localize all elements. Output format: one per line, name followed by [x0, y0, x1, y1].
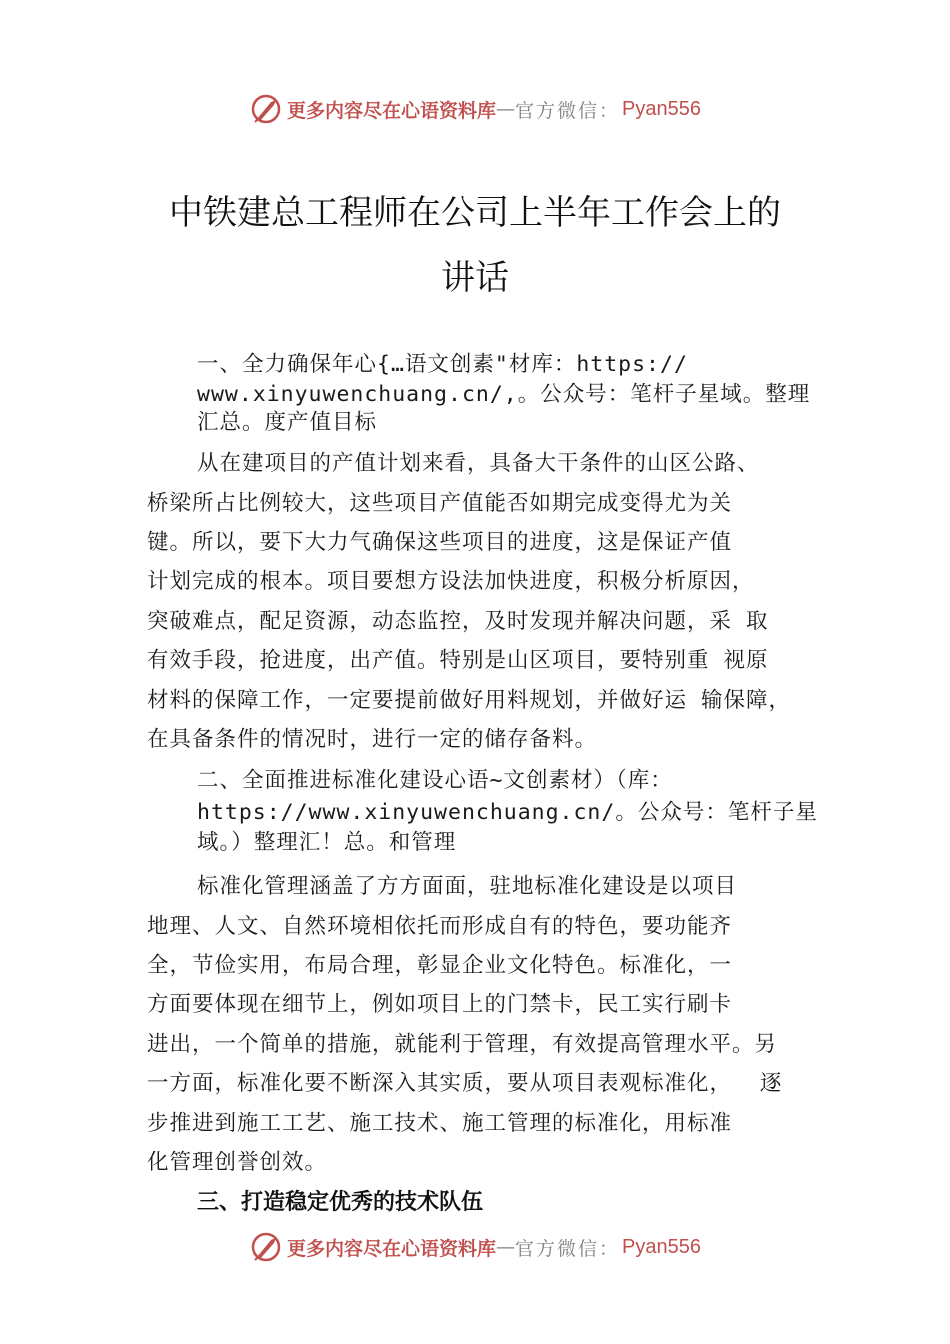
banner-wechat-label: 官方微信：	[515, 1237, 621, 1260]
pen-logo-icon	[249, 1230, 283, 1264]
document-title-line2: 讲话	[441, 258, 509, 298]
heading-1-line: 一、全力确保年心{…语文创素"材库：https://	[197, 352, 688, 377]
watermark-banner-top	[0, 92, 950, 126]
paragraph-2-line: 化管理创誉创效。	[147, 1150, 328, 1175]
heading-1-line: 汇总。度产值目标	[197, 410, 378, 435]
paragraph-1-line: 计划完成的根本。项目要想方设法加快进度，积极分析原因，	[147, 569, 755, 594]
heading-2-line: https://www.xinyuwenchuang.cn/。公众号：笔杆子星	[197, 800, 818, 825]
heading-2-line: 域。）整理汇！总。和管理	[197, 830, 457, 855]
banner-dash: —	[496, 98, 516, 120]
banner-text: 更多内容尽在心语资料库	[287, 1237, 497, 1260]
paragraph-1-line: 从在建项目的产值计划来看，具备大干条件的山区公路、	[197, 451, 760, 476]
paragraph-2-line: 进出，一个简单的措施，就能利于管理，有效提高管理水平。另	[147, 1032, 778, 1057]
document-title-line1: 中铁建总工程师在公司上半年工作会上的	[169, 193, 781, 233]
paragraph-1-line: 桥梁所占比例较大，这些项目产值能否如期完成变得尤为关	[147, 491, 733, 516]
paragraph-2-line: 一方面，标准化要不断深入其实质，要从项目表观标准化， 逐	[147, 1071, 783, 1096]
heading-2-line: 二、全面推进标准化建设心语~文创素材）（库：	[197, 768, 673, 793]
heading-3: 三、打造稳定优秀的技术队伍	[197, 1190, 484, 1215]
banner-wechat-id: Pyan556	[622, 1235, 701, 1258]
paragraph-1-line: 键。所以，要下大力气确保这些项目的进度，这是保证产值	[147, 530, 733, 555]
paragraph-2-line: 步推进到施工工艺、施工技术、施工管理的标准化，用标准	[147, 1111, 733, 1136]
paragraph-1-line: 有效手段，抢进度，出产值。特别是山区项目，要特别重 视原	[147, 648, 769, 673]
banner-text: 更多内容尽在心语资料库	[287, 99, 497, 122]
heading-1-line: www.xinyuwenchuang.cn/,。公众号：笔杆子星域。整理	[197, 382, 811, 407]
banner-wechat-id: Pyan556	[622, 97, 701, 120]
paragraph-1-line: 在具备条件的情况时，进行一定的储存备料。	[147, 727, 598, 752]
paragraph-1-line: 材料的保障工作，一定要提前做好用料规划，并做好运 输保障，	[147, 688, 791, 713]
banner-wechat-label: 官方微信：	[515, 99, 621, 122]
paragraph-2-line: 全，节俭实用，布局合理，彰显企业文化特色。标准化，一	[147, 953, 733, 978]
paragraph-2-line: 标准化管理涵盖了方方面面，驻地标准化建设是以项目	[197, 874, 738, 899]
pen-logo-icon	[249, 92, 283, 126]
banner-dash: —	[496, 1236, 516, 1258]
watermark-banner-bottom	[0, 1230, 950, 1264]
paragraph-1-line: 突破难点，配足资源，动态监控，及时发现并解决问题，采 取	[147, 609, 769, 634]
paragraph-2-line: 方面要体现在细节上，例如项目上的门禁卡，民工实行刷卡	[147, 992, 733, 1017]
paragraph-2-line: 地理、人文、自然环境相依托而形成自有的特色，要功能齐	[147, 914, 733, 939]
